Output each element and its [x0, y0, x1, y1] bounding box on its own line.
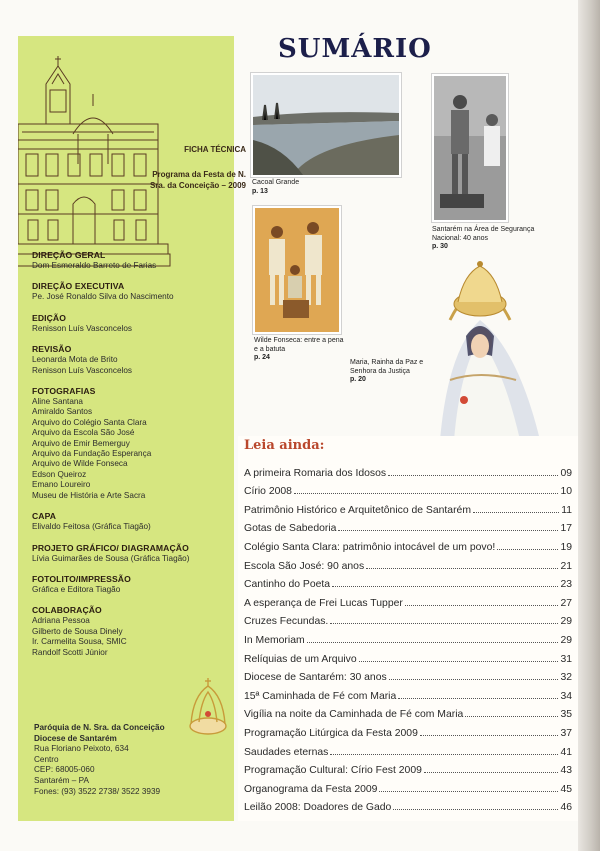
- credit-section: [32, 313, 232, 334]
- toc-entry-page: 21: [560, 560, 572, 572]
- toc-leader-dots: [388, 475, 558, 476]
- toc-entry-title: Programação Cultural: Círio Fest 2009: [244, 765, 422, 777]
- toc-entry-title: Vigília na noite da Caminhada de Fé com Maria: [244, 709, 464, 721]
- toc-entry-title: Diocese de Santarém: 30 anos: [244, 672, 387, 684]
- toc-entry-title: Gotas de Sabedoria: [244, 523, 337, 535]
- credit-name: Randolf Scotti Júnior: [32, 647, 108, 657]
- children-portrait-image: [255, 208, 339, 332]
- credit-name: Amiraldo Santos: [32, 407, 93, 417]
- toc-entry-title: Saudades eternas: [244, 746, 329, 758]
- caption-text: Santarém na Área de Segurança Nacional: 40 anos: [432, 226, 535, 242]
- toc-entry[interactable]: [244, 776, 572, 795]
- credit-section: [32, 511, 232, 532]
- toc-entry-title: Patrimônio Histórico e Arquitetônico de Santarém: [244, 504, 471, 516]
- toc-entry-page: 46: [560, 802, 572, 814]
- credit-name: Emano Loureiro: [32, 480, 91, 490]
- toc-entry[interactable]: [244, 516, 572, 535]
- toc-leader-dots: [330, 754, 558, 755]
- toc-leader-dots: [424, 772, 559, 773]
- toc-entry[interactable]: [244, 665, 572, 684]
- credit-name: Arquivo de Emir Bemerguy: [32, 438, 130, 448]
- address-street: Rua Floriano Peixoto, 634: [34, 744, 129, 754]
- toc-entry-page: 10: [560, 486, 572, 498]
- toc-entry[interactable]: [244, 572, 572, 591]
- toc-entry-page: 31: [560, 653, 572, 665]
- toc-leader-dots: [465, 716, 558, 717]
- credit-heading: DIREÇÃO EXECUTIVA: [32, 281, 125, 292]
- toc-entry-page: 29: [560, 634, 572, 646]
- credit-heading: FOTOLITO/IMPRESSÃO: [32, 573, 131, 584]
- toc-leader-dots: [473, 512, 559, 513]
- page-title: SUMÁRIO: [278, 34, 432, 64]
- address-org2: Diocese de Santarém: [34, 733, 117, 743]
- toc-entry-title: Relíquias de um Arquivo: [244, 653, 357, 665]
- toc-leader-dots: [330, 623, 558, 624]
- toc-entry[interactable]: [244, 627, 572, 646]
- toc-entry-page: 34: [560, 690, 572, 702]
- toc-entry-title: Programação Litúrgica da Festa 2009: [244, 727, 418, 739]
- caption-maria: [350, 359, 450, 385]
- address-district: Centro: [34, 754, 59, 764]
- toc-entry-title: Cantinho do Poeta: [244, 579, 331, 591]
- toc-entry-title: 15ª Caminhada de Fé com Maria: [244, 690, 397, 702]
- credit-section: [32, 574, 232, 595]
- credit-name: Pe. José Ronaldo Silva do Nascimento: [32, 292, 174, 302]
- credit-name: Arquivo de Wilde Fonseca: [32, 459, 128, 469]
- credit-name: Elivaldo Feitosa (Gráfica Tiagão): [32, 522, 151, 532]
- toc-leader-dots: [332, 586, 558, 587]
- credit-name: Arquivo da Escola São José: [32, 428, 135, 438]
- leia-ainda-title: Leia ainda:: [244, 438, 325, 453]
- credit-name: Museu de História e Arte Sacra: [32, 490, 146, 500]
- credit-section: [32, 605, 232, 658]
- staff-credits: [32, 250, 232, 668]
- toc-leader-dots: [307, 642, 559, 643]
- credit-name: Arquivo da Fundação Esperança: [32, 449, 152, 459]
- toc-leader-dots: [405, 605, 559, 606]
- toc-leader-dots: [359, 661, 559, 662]
- caption-page: p. 24: [254, 354, 270, 361]
- toc-list: [244, 460, 572, 813]
- credit-section: [32, 250, 232, 271]
- ficha-title: FICHA TÉCNICA: [184, 145, 246, 154]
- photo-wilde-fonseca: [252, 205, 342, 335]
- toc-leader-dots: [393, 809, 558, 810]
- toc-entry-page: 45: [560, 783, 572, 795]
- toc-leader-dots: [398, 698, 558, 699]
- credit-heading: COLABORAÇÃO: [32, 605, 102, 616]
- credit-heading: EDIÇÃO: [32, 312, 67, 323]
- credit-name: Lívia Guimarães de Sousa (Gráfica Tiagão): [32, 553, 190, 563]
- soldiers-archive-image: [434, 76, 506, 220]
- toc-entry[interactable]: [244, 795, 572, 814]
- toc-entry[interactable]: [244, 497, 572, 516]
- caption-text: Cacoal Grande: [252, 179, 300, 186]
- toc-entry-title: Leilão 2008: Doadores de Gado: [244, 802, 392, 814]
- toc-leader-dots: [338, 530, 558, 531]
- credit-name: Arquivo do Colégio Santa Clara: [32, 417, 147, 427]
- toc-entry-page: 27: [560, 597, 572, 609]
- caption-text: Maria, Rainha da Paz e Senhora da Justiça: [350, 359, 424, 375]
- toc-entry-page: 41: [560, 746, 572, 758]
- toc-entry-page: 09: [560, 467, 572, 479]
- toc-entry[interactable]: [244, 683, 572, 702]
- toc-entry-title: Escola São José: 90 anos: [244, 560, 365, 572]
- ficha-header: [136, 144, 246, 191]
- toc-entry-page: 19: [560, 541, 572, 553]
- toc-entry-title: Colégio Santa Clara: patrimônio intocável de um povo!: [244, 541, 496, 553]
- toc-entry-page: 23: [560, 579, 572, 591]
- credit-name: Gráfica e Editora Tiagão: [32, 584, 121, 594]
- toc-entry-page: 37: [560, 727, 572, 739]
- toc-leader-dots: [420, 735, 559, 736]
- toc-entry-title: Círio 2008: [244, 486, 292, 498]
- virgin-mary-statue-image: [420, 260, 595, 440]
- toc-entry[interactable]: [244, 702, 572, 721]
- caption-page: p. 13: [252, 187, 268, 195]
- toc-leader-dots: [389, 679, 559, 680]
- address-org1: Paróquia de N. Sra. da Conceição: [34, 723, 165, 732]
- page-spine: [578, 0, 600, 851]
- toc-entry[interactable]: [244, 646, 572, 665]
- address-cep: CEP: 68005-060: [34, 765, 95, 775]
- address-city: Santarém – PA: [34, 775, 89, 785]
- river-landscape-image: [253, 75, 399, 175]
- caption-wilde: [254, 337, 344, 363]
- toc-entry-page: 35: [560, 709, 572, 721]
- credit-name: Renisson Luís Vasconcelos: [32, 365, 132, 375]
- credit-name: Aline Santana: [32, 397, 83, 407]
- toc-leader-dots: [366, 568, 558, 569]
- photo-cacoal-grande: [250, 72, 402, 178]
- credit-name: Dom Esmeraldo Barreto de Farias: [32, 261, 157, 270]
- toc-entry[interactable]: [244, 590, 572, 609]
- toc-leader-dots: [497, 549, 558, 550]
- toc-entry[interactable]: [244, 758, 572, 777]
- toc-entry-title: In Memoriam: [244, 634, 305, 646]
- toc-leader-dots: [379, 791, 558, 792]
- credit-name: Renisson Luís Vasconcelos: [32, 323, 132, 333]
- ficha-subtitle: Programa da Festa de N. Sra. da Conceição – 2009: [149, 170, 246, 190]
- toc-entry[interactable]: [244, 479, 572, 498]
- toc-entry-title: A primeira Romaria dos Idosos: [244, 467, 387, 479]
- caption-page: p. 20: [350, 376, 366, 383]
- toc-leader-dots: [294, 493, 558, 494]
- toc-entry-page: 32: [560, 672, 572, 684]
- toc-entry-title: Organograma da Festa 2009: [244, 783, 378, 795]
- toc-entry[interactable]: [244, 460, 572, 479]
- toc-entry-title: A esperança de Frei Lucas Tupper: [244, 597, 403, 609]
- caption-text: Wilde Fonseca: entre a pena e a batuta: [254, 337, 344, 353]
- credit-heading: PROJETO GRÁFICO/ DIAGRAMAÇÃO: [32, 542, 189, 553]
- credit-section: [32, 386, 232, 501]
- toc-entry-page: 11: [561, 504, 572, 516]
- credit-name: Adriana Pessoa: [32, 616, 90, 626]
- toc-entry[interactable]: [244, 720, 572, 739]
- address-phones: Fones: (93) 3522 2738/ 3522 3939: [34, 786, 161, 796]
- toc-entry[interactable]: [244, 553, 572, 572]
- credit-name: Leonarda Mota de Brito: [32, 355, 118, 365]
- credit-heading: DIREÇÃO GERAL: [32, 250, 106, 260]
- toc-entry-page: 43: [560, 765, 572, 777]
- credit-heading: FOTOGRAFIAS: [32, 386, 96, 397]
- photo-seguranca-nacional: [431, 73, 509, 223]
- credit-name: Gilberto de Sousa Dinely: [32, 626, 123, 636]
- toc-entry-title: Cruzes Fecundas.: [244, 616, 329, 628]
- parish-address: [34, 723, 204, 797]
- credit-section: [32, 344, 232, 376]
- credit-name: Edson Queiroz: [32, 469, 87, 479]
- toc-entry[interactable]: [244, 609, 572, 628]
- credit-heading: REVISÃO: [32, 344, 72, 355]
- toc-entry[interactable]: [244, 534, 572, 553]
- caption-cacoal: [252, 179, 299, 196]
- toc-entry[interactable]: [244, 739, 572, 758]
- toc-entry-page: 29: [560, 616, 572, 628]
- caption-seguranca: [432, 226, 542, 252]
- credit-name: Ir. Carmelita Sousa, SMIC: [32, 637, 127, 647]
- caption-page: p. 30: [432, 243, 448, 250]
- credit-section: [32, 543, 232, 564]
- credit-section: [32, 281, 232, 302]
- toc-entry-page: 17: [560, 523, 572, 535]
- credit-heading: CAPA: [32, 511, 57, 522]
